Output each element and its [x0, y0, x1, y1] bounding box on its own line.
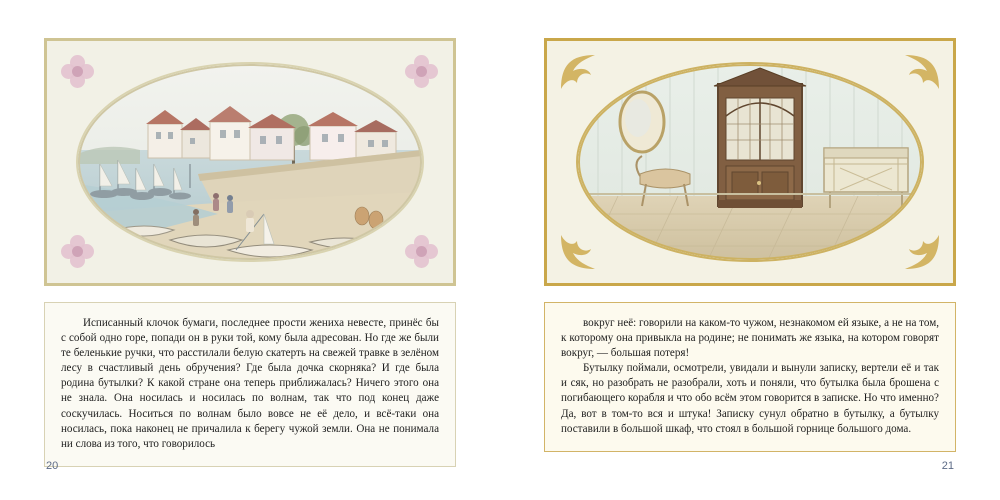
left-illustration-oval [78, 64, 422, 260]
right-paragraph-1: вокруг неё: говорили на каком-то чужом, незнакомом ей языке, а не на том, к которому она привыкла на родине; не понимать же языка, на котором говорят вокруг, — большая потеря! [561, 317, 939, 360]
scroll-ornament-icon [555, 229, 601, 275]
scroll-ornament-icon [555, 49, 601, 95]
left-illustration-panel [44, 38, 456, 286]
flower-icon [61, 235, 95, 269]
right-page-content [544, 38, 956, 436]
right-illustration-panel [544, 38, 956, 286]
left-text-block [44, 302, 456, 467]
flower-icon [405, 235, 439, 269]
right-paragraph-2: Бутылку поймали, осмотрели, увидали и вынули записку, вертели её и так и сяк, но разобрать не разобрали, хоть и поняли, что бутылка была брошена с погибающего корабля и что обо всём этом говорится в записке. Но что именно? Да, вот в том-то вся и штука! Записку сунул обратно в бутылку, а бутылку поставили в большой шкаф, что стоял в большой горнице большого дома. [561, 362, 939, 435]
scroll-ornament-icon [899, 49, 945, 95]
page-number-left: 20 [46, 460, 59, 472]
left-page-content [44, 38, 456, 450]
flower-icon [405, 55, 439, 89]
right-text-block [544, 302, 956, 452]
left-paragraph-1: Исписанный клочок бумаги, последнее прости жениха невесте, принёс бы с собой одно горе, попади он в руки той, кому была адресован. Но где же были те беленькие ручки, что расстилали белую скатерть на свежей травке в зелёном лесу в счастливый день обручения? Где была дочка скорняка? И где была родина бутылки? К какой стране она теперь приближалась? Ничего этого она не знала. Она носилась и носилась по волнам, так что под конец даже соскучилась. Носиться по волнам было вовсе не её дело, и всё-таки она носилась, пока наконец не причалила к берегу чужой земли. Она не понимала ни слова из того, что говорилось [61, 317, 439, 450]
scroll-ornament-icon [899, 229, 945, 275]
page-number-right: 21 [941, 460, 954, 472]
right-illustration-oval [578, 64, 922, 260]
flower-icon [61, 55, 95, 89]
right-page [500, 0, 1000, 500]
